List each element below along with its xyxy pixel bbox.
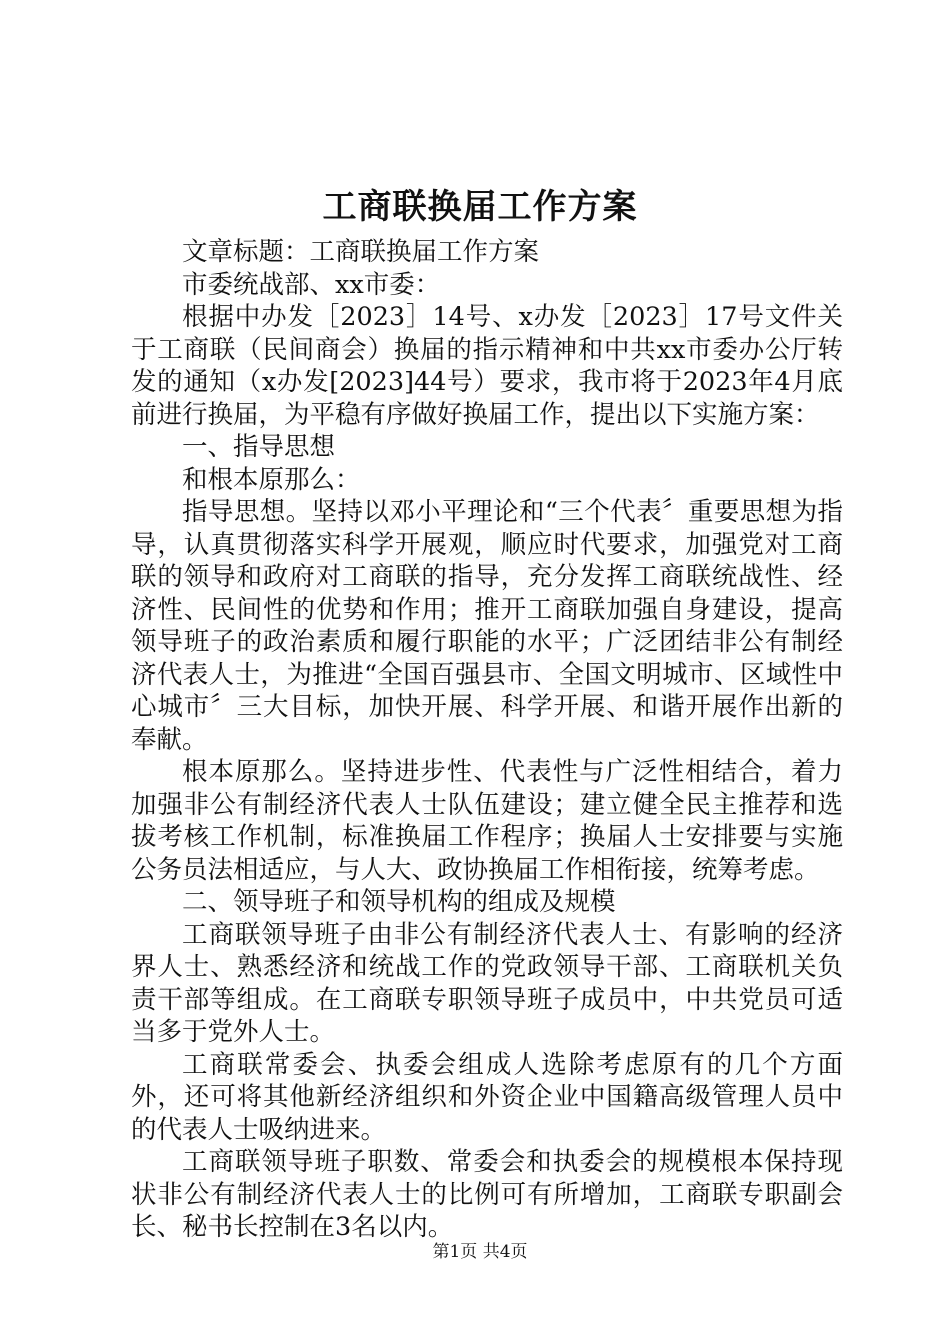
paragraph-leadership-composition: 工商联领导班子由非公有制经济代表人士、有影响的经济界人士、熟悉经济和统战工作的党政领导干部、工商联机关负责干部等组成。在工商联专职领导班子成员中，中共党员可适当多于党外人士。 (131, 919, 843, 1047)
document-body (131, 236, 843, 1244)
page-number-footer: 第1页 共4页 (432, 1242, 528, 1262)
document-title: 工商联换届工作方案 (322, 187, 638, 227)
paragraph-basic-principles: 根本原那么。坚持进步性、代表性与广泛性相结合，着力加强非公有制经济代表人士队伍建设；建立健全民主推荐和选拔考核工作机制，标准换届工作程序；换届人士安排要与实施公务员法相适应，与人大、政协换届工作相衔接，统筹考虑。 (131, 757, 843, 885)
paragraph-committee-composition: 工商联常委会、执委会组成人选除考虑原有的几个方面外，还可将其他新经济组织和外资企业中国籍高级管理人员中的代表人士吸纳进来。 (131, 1049, 843, 1145)
section-heading-1: 一、指导思想 (182, 432, 336, 462)
paragraph-leadership-scale: 工商联领导班子职数、常委会和执委会的规模根本保持现状非公有制经济代表人士的比例可有所增加，工商联专职副会长、秘书长控制在3名以内。 (131, 1147, 843, 1242)
paragraph-intro: 根据中办发［2023］14号、x办发［2023］17号文件关于工商联（民间商会）换届的指示精神和中共xx市委办公厅转发的通知（x办发[2023]44号）要求，我市将于2023年4月底前进行换届，为平稳有序做好换届工作，提出以下实施方案： (131, 302, 843, 430)
paragraph-addressee: 市委统战部、xx市委： (182, 269, 441, 300)
section-heading-1-cont: 和根本原那么： (182, 464, 361, 495)
paragraph-guiding-thought: 指导思想。坚持以邓小平理论和“三个代表〞重要思想为指导，认真贯彻落实科学开展观，顺应时代要求，加强党对工商联的领导和政府对工商联的指导，充分发挥工商联统战性、经济性、民间性的优势和作用；推开工商联加强自身建设，提高领导班子的政治素质和履行职能的水平；广泛团结非公有制经济代表人士，为推进“全国百强县市、全国文明城市、区域性中心城市〞三大目标，加快开展、科学开展、和谐开展作出新的奉献。 (131, 497, 843, 755)
paragraph-article-title: 文章标题：工商联换届工作方案 (182, 237, 540, 267)
section-heading-2: 二、领导班子和领导机构的组成及规模 (182, 887, 616, 917)
